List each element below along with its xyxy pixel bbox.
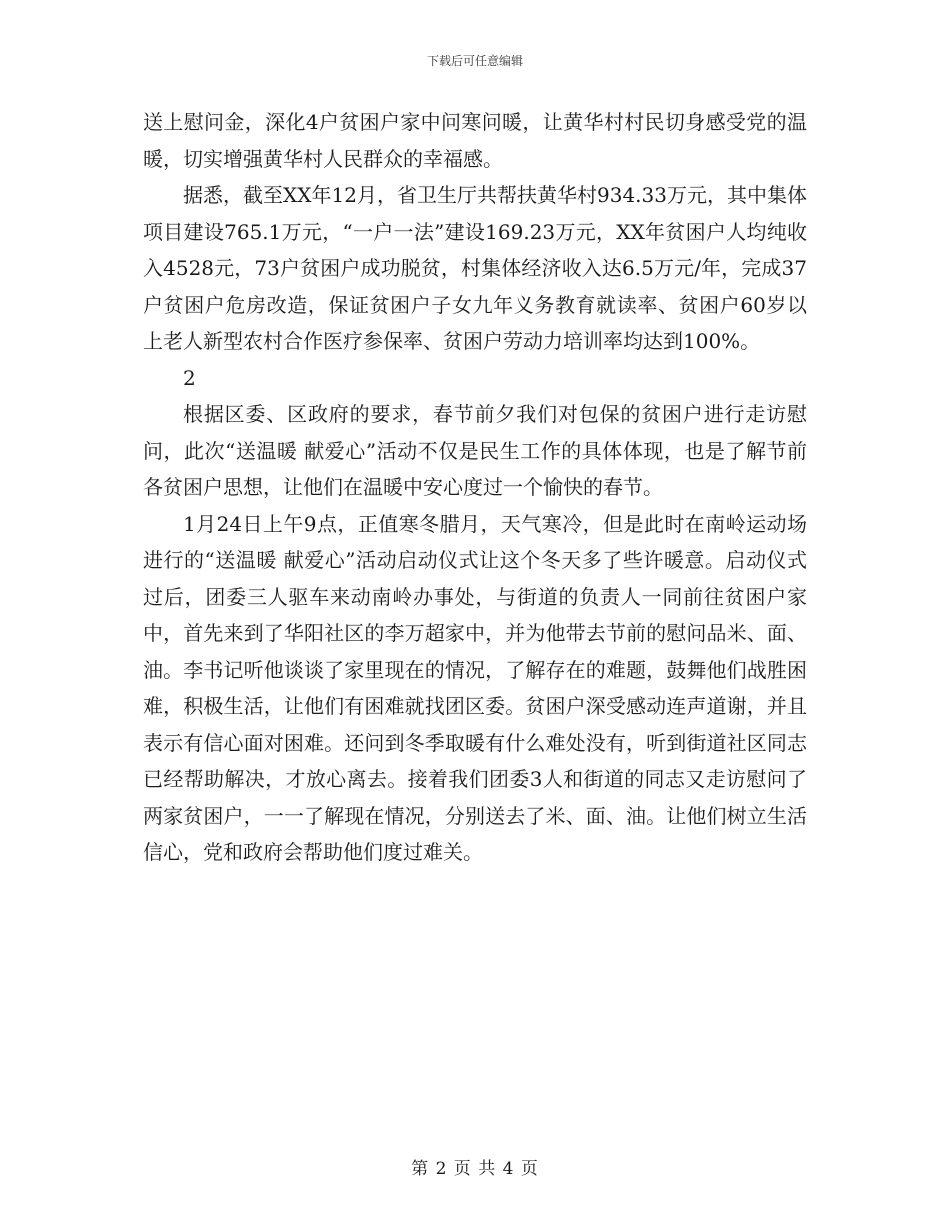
paragraph-2: 据悉，截至XX年12月，省卫生厅共帮扶黄华村934.33万元，其中集体项目建设765.1万元，“一户一法”建设169.23万元，XX年贫困户人均纯收入4528元，73户贫困户成功脱贫，村集体经济收入达6.5万元/年，完成37户贫困户危房改造，保证贫困户子女九年义务教育就读率、贫困户60岁以上老人新型农村合作医疗参保率、贫困户劳动力培训率均达到100%。 bbox=[143, 183, 807, 353]
paragraph-3: 根据区委、区政府的要求，春节前夕我们对包保的贫困户进行走访慰问，此次“送温暖 献爱心”活动不仅是民生工作的具体体现，也是了解节前各贫困户思想，让他们在温暖中安心度过一个愉快的春节。 bbox=[143, 402, 807, 499]
section-number: 2 bbox=[183, 365, 196, 390]
page-number-footer: 第 2 页 共 4 页 bbox=[411, 1159, 539, 1179]
document-body bbox=[143, 104, 807, 871]
paragraph-1: 送上慰问金，深化4户贫困户家中问寒问暖，让黄华村村民切身感受党的温暖，切实增强黄华村人民群众的幸福感。 bbox=[143, 110, 807, 171]
page-header-note: 下载后可任意编辑 bbox=[426, 54, 523, 68]
paragraph-4: 1月24日上午9点，正值寒冬腊月，天气寒冷，但是此时在南岭运动场进行的“送温暖 献爱心”活动启动仪式让这个冬天多了些许暖意。启动仪式过后，团委三人驱车来动南岭办事处，与街道的负责人一同前往贫困户家中，首先来到了华阳社区的李万超家中，并为他带去节前的慰问品米、面、油。李书记听他谈谈了家里现在的情况，了解存在的难题，鼓舞他们战胜困难，积极生活，让他们有困难就找团区委。贫困户深受感动连声道谢，并且表示有信心面对困难。还问到冬季取暖有什么难处没有，听到街道社区同志已经帮助解决，才放心离去。接着我们团委3人和街道的同志又走访慰问了两家贫困户，一一了解现在情况，分别送去了米、面、油。让他们树立生活信心，党和政府会帮助他们度过难关。 bbox=[143, 511, 807, 864]
